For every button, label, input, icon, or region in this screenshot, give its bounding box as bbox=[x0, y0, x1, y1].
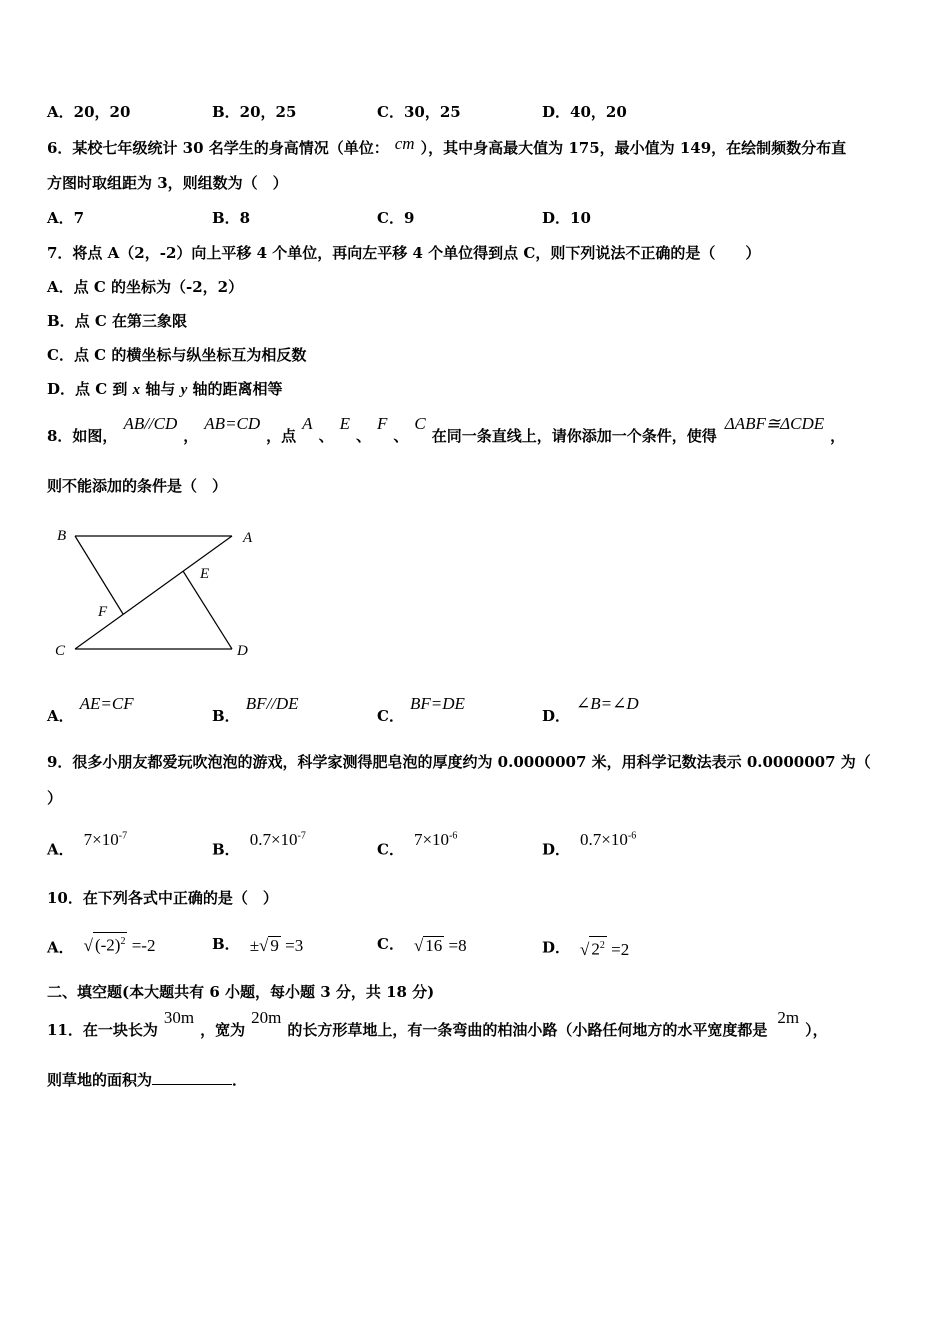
q5-option-b: B．20，25 bbox=[212, 103, 297, 121]
q7-option-d: D．点 C 到 x 轴与 y 轴的距离相等 bbox=[47, 380, 283, 398]
section2-heading: 二、填空题(本大题共有 6 小题，每小题 3 分，共 18 分) bbox=[47, 983, 435, 1001]
q8-option-b: B．BF//DE bbox=[212, 694, 299, 725]
segment-ed bbox=[183, 571, 232, 649]
q6-option-d: D．10 bbox=[542, 209, 591, 227]
math-congruent: ΔABF≅ΔCDE bbox=[724, 414, 825, 433]
q10-option-c: C． √ 16 =8 bbox=[377, 935, 467, 955]
q7-option-c: C．点 C 的横坐标与纵坐标互为相反数 bbox=[47, 346, 307, 364]
q5-option-c: C．30，25 bbox=[377, 103, 461, 121]
q6-option-c: C．9 bbox=[377, 209, 415, 227]
q9-option-b: B．$0.7\times 10^{-7}$ bbox=[212, 829, 306, 859]
q10-option-a: A． √ $(-2)^2 =-2$ bbox=[47, 934, 155, 958]
q6-stem-line1: 6．某校七年级统计 30 名学生的身高情况（单位： cm ），其中身高最大值为 175，最小值为 149，在绘制频数分布直 bbox=[47, 134, 847, 157]
label-e: E bbox=[200, 566, 210, 582]
q10-option-d: D． √ $2^2 =2$ bbox=[542, 934, 629, 958]
q7-option-a: A．点 C 的坐标为（-2，2） bbox=[47, 278, 244, 296]
q9-option-c: C．$7\times 10^{-6}$ bbox=[377, 829, 458, 859]
label-c: C bbox=[55, 643, 66, 659]
q9-stem-line1: 9．很多小朋友都爱玩吹泡泡的游戏，科学家测得肥皂泡的厚度约为 0.0000007 米，用科学记数法表示 0.0000007 为（ bbox=[47, 753, 871, 771]
q10-stem: 10．在下列各式中正确的是（ ） bbox=[47, 889, 278, 907]
q9-stem-line2: ） bbox=[47, 789, 63, 807]
q6-stem-line2: 方图时取组距为 3，则组数为（ ） bbox=[47, 174, 288, 192]
q9-option-a: A．$7\times 10^{-7}$ bbox=[47, 829, 128, 859]
math-ab-parallel-cd: AB//CD bbox=[123, 414, 178, 433]
q6-option-a: A．7 bbox=[47, 209, 85, 227]
q11-stem-line1: 11．在一块长为30m，宽为20m的长方形草地上，有一条弯曲的柏油小路（小路任何地方的水平宽度都是2m）， bbox=[47, 1008, 828, 1039]
q8-figure bbox=[45, 520, 275, 670]
q5-option-a: A．20，20 bbox=[47, 103, 131, 121]
q9-option-d: D．$0.7\times 10^{-6}$ bbox=[542, 829, 637, 859]
q8-option-c: C．BF=DE bbox=[377, 694, 465, 725]
segment-ca bbox=[75, 536, 232, 649]
q8-stem-line2: 则不能添加的条件是（ ） bbox=[47, 477, 228, 495]
q7-stem: 7．将点 A（2，-2）向上平移 4 个单位，再向左平移 4 个单位得到点 C，则下列说法不正确的是（ ） bbox=[47, 244, 761, 262]
label-b: B bbox=[57, 528, 67, 544]
math-2m: 2m bbox=[777, 1008, 800, 1027]
q7-option-b: B．点 C 在第三象限 bbox=[47, 312, 188, 330]
q11-stem-line2: 则草地的面积为 ． bbox=[47, 1071, 248, 1089]
q8-option-d: D．∠B=∠D bbox=[542, 694, 639, 725]
q8-stem-line1: 8．如图，AB//CD，AB=CD，点A、E、F、C在同一条直线上，请你添加一个条件，使得ΔABF≅ΔCDE， bbox=[47, 414, 846, 445]
q10-option-b: B． ±√ 9 =3 bbox=[212, 935, 304, 955]
label-f: F bbox=[98, 604, 108, 620]
math-ab-eq-cd: AB=CD bbox=[204, 414, 261, 433]
label-d: D bbox=[237, 643, 248, 659]
math-30m: 30m bbox=[163, 1008, 195, 1027]
answer-blank[interactable] bbox=[152, 1070, 232, 1085]
math-20m: 20m bbox=[251, 1008, 282, 1027]
q5-option-d: D．40，20 bbox=[542, 103, 627, 121]
q8-option-a: A．AE=CF bbox=[47, 694, 134, 725]
segment-bf bbox=[75, 536, 123, 614]
q6-option-b: B．8 bbox=[212, 209, 251, 227]
label-a: A bbox=[243, 530, 253, 546]
unit-cm: cm bbox=[394, 134, 415, 153]
